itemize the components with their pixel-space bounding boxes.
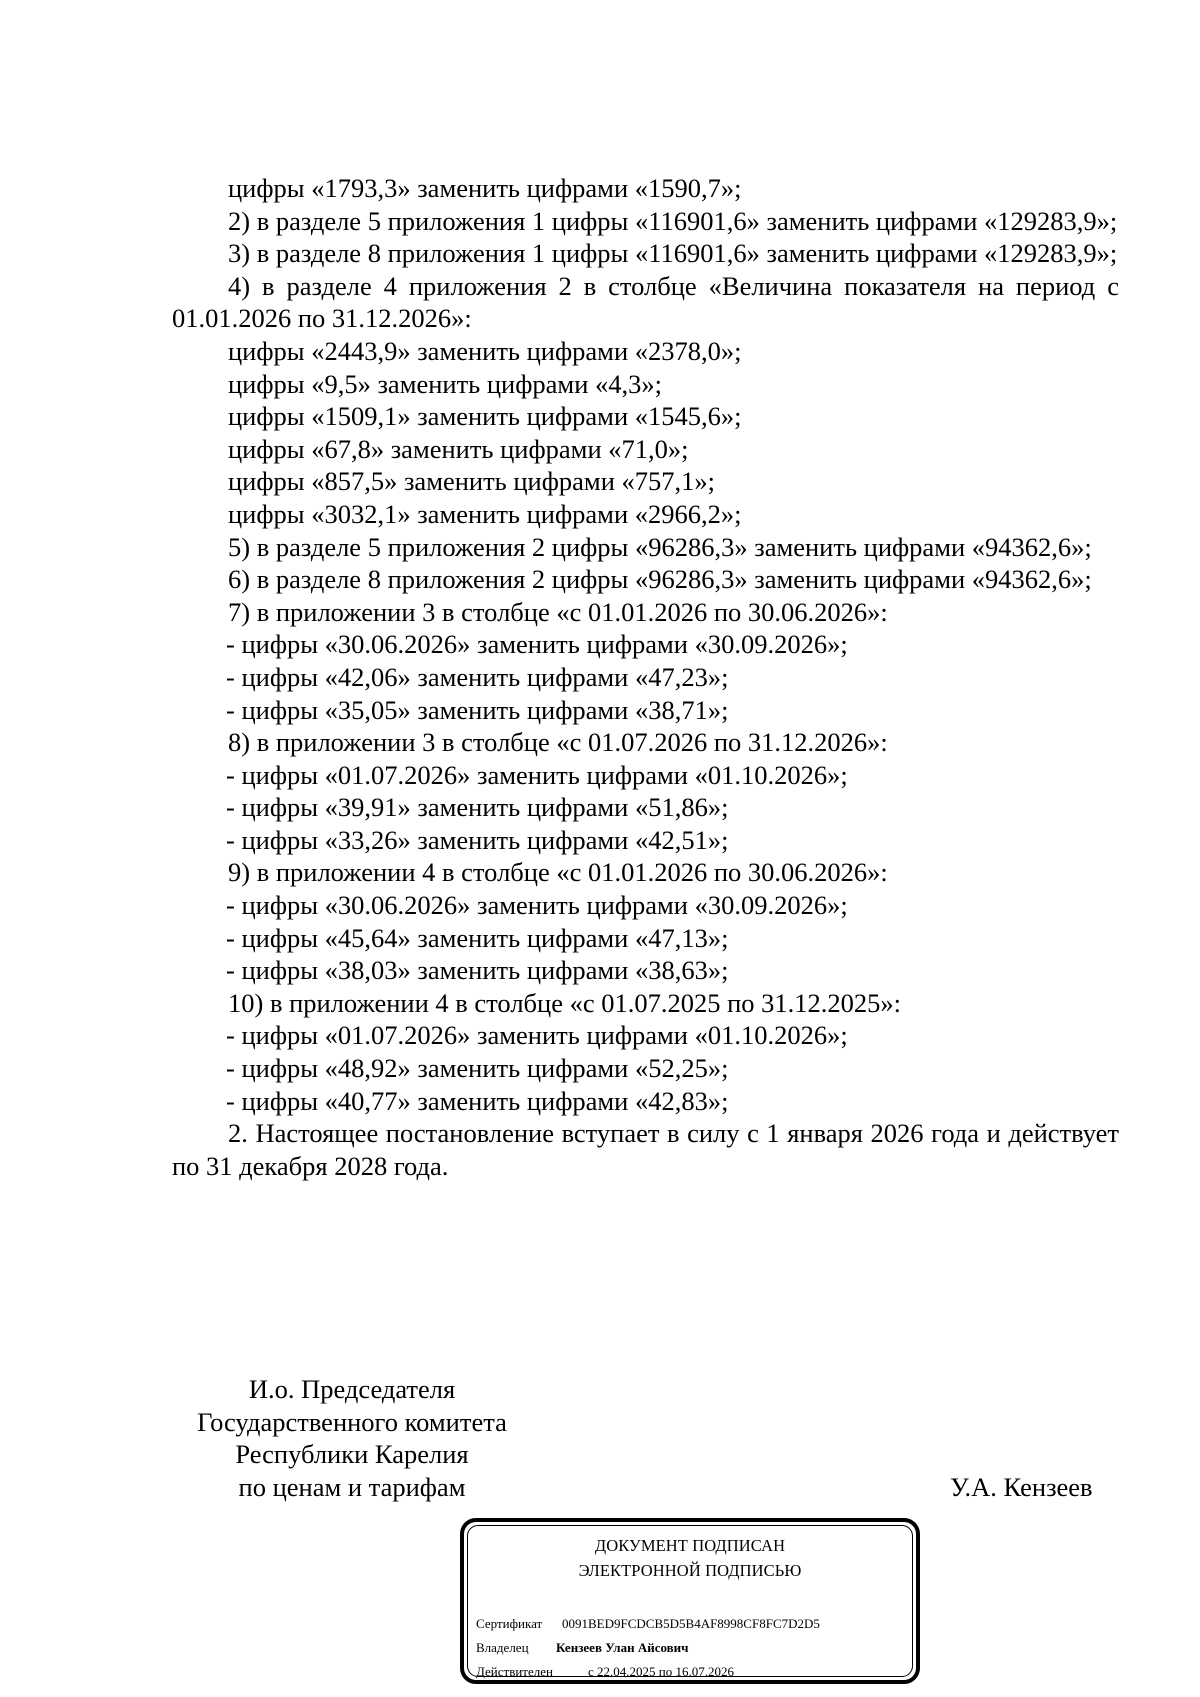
signer-position-line: по ценам и тарифам bbox=[238, 1471, 466, 1502]
stamp-title: ДОКУМЕНТ ПОДПИСАН bbox=[594, 1536, 786, 1555]
stamp-certificate-row bbox=[476, 1616, 820, 1632]
valid-value: с 22.04.2025 по 16.07.2026 bbox=[588, 1664, 734, 1679]
document-paragraph: - цифры «45,64» заменить цифрами «47,13»; bbox=[226, 922, 729, 953]
document-paragraph: цифры «3032,1» заменить цифрами «2966,2»; bbox=[228, 498, 742, 529]
document-paragraph: - цифры «38,03» заменить цифрами «38,63»; bbox=[226, 955, 729, 986]
document-paragraph: цифры «67,8» заменить цифрами «71,0»; bbox=[228, 433, 689, 464]
document-paragraph: - цифры «01.07.2026» заменить цифрами «01.10.2026»; bbox=[226, 759, 848, 790]
document-paragraph: - цифры «30.06.2026» заменить цифрами «30.09.2026»; bbox=[226, 890, 848, 921]
document-paragraph: цифры «9,5» заменить цифрами «4,3»; bbox=[228, 368, 662, 399]
signer-position-line: И.о. Председателя bbox=[248, 1374, 456, 1404]
document-paragraph: 7) в приложении 3 в столбце «с 01.01.2026 по 30.06.2026»: bbox=[228, 596, 888, 627]
signer-position-line: Республики Карелия bbox=[235, 1439, 469, 1469]
document-paragraph: 9) в приложении 4 в столбце «с 01.01.2026 по 30.06.2026»: bbox=[228, 857, 888, 888]
document-paragraph: 8) в приложении 3 в столбце «с 01.07.2026 по 31.12.2026»: bbox=[228, 727, 888, 758]
signer-position-line: Государственного комитета bbox=[197, 1406, 507, 1437]
certificate-value: 0091BED9FCDCB5D5B4AF8998CF8FC7D2D5 bbox=[562, 1616, 820, 1631]
owner-label: Владелец bbox=[476, 1640, 529, 1655]
document-paragraph: - цифры «39,91» заменить цифрами «51,86»; bbox=[226, 792, 729, 823]
signer-name: У.А. Кензеев bbox=[950, 1472, 1093, 1502]
document-paragraph: - цифры «35,05» заменить цифрами «38,71»; bbox=[226, 694, 729, 725]
signer-position bbox=[172, 1373, 532, 1503]
document-paragraph: - цифры «33,26» заменить цифрами «42,51»; bbox=[226, 824, 729, 855]
stamp-subtitle: ЭЛЕКТРОННОЙ ПОДПИСЬЮ bbox=[578, 1561, 802, 1580]
document-paragraph: 5) в разделе 5 приложения 2 цифры «96286,3» заменить цифрами «94362,6»; bbox=[228, 531, 1092, 562]
document-paragraph: цифры «2443,9» заменить цифрами «2378,0»; bbox=[228, 335, 742, 366]
document-paragraph: цифры «1793,3» заменить цифрами «1590,7»; bbox=[228, 173, 742, 203]
owner-value: Кензеев Улан Айсович bbox=[556, 1640, 689, 1655]
document-paragraph: - цифры «42,06» заменить цифрами «47,23»; bbox=[226, 661, 729, 692]
document-paragraph: цифры «1509,1» заменить цифрами «1545,6»; bbox=[228, 401, 742, 432]
document-paragraph: - цифры «40,77» заменить цифрами «42,83»; bbox=[226, 1085, 729, 1116]
document-paragraph: 3) в разделе 8 приложения 1 цифры «116901,6» заменить цифрами «129283,9»; bbox=[228, 238, 1118, 269]
document-paragraph: 2. Настоящее постановление вступает в силу с 1 января 2026 года и действует по 31 декабря 2028 года. bbox=[172, 1118, 1119, 1181]
stamp-owner-row bbox=[476, 1640, 689, 1656]
document-paragraph: - цифры «30.06.2026» заменить цифрами «30.09.2026»; bbox=[226, 629, 848, 660]
document-paragraph: 4) в разделе 4 приложения 2 в столбце «Величина показателя на период с 01.01.2026 по 31.12.2026»: bbox=[172, 270, 1119, 334]
document-paragraph: - цифры «01.07.2026» заменить цифрами «01.10.2026»; bbox=[226, 1020, 848, 1051]
document-paragraph: 6) в разделе 8 приложения 2 цифры «96286,3» заменить цифрами «94362,6»; bbox=[228, 564, 1092, 595]
document-paragraph: - цифры «48,92» заменить цифрами «52,25»; bbox=[226, 1053, 729, 1084]
document-paragraph: цифры «857,5» заменить цифрами «757,1»; bbox=[228, 466, 715, 497]
document-paragraph: 10) в приложении 4 в столбце «с 01.07.2025 по 31.12.2025»: bbox=[228, 987, 902, 1018]
stamp-validity-row bbox=[476, 1664, 734, 1680]
certificate-label: Сертификат bbox=[476, 1616, 543, 1631]
document-paragraph: 2) в разделе 5 приложения 1 цифры «116901,6» заменить цифрами «129283,9»; bbox=[228, 205, 1118, 236]
valid-label: Действителен bbox=[476, 1664, 553, 1679]
electronic-signature-stamp bbox=[460, 1518, 920, 1684]
document-body bbox=[172, 172, 1119, 1182]
